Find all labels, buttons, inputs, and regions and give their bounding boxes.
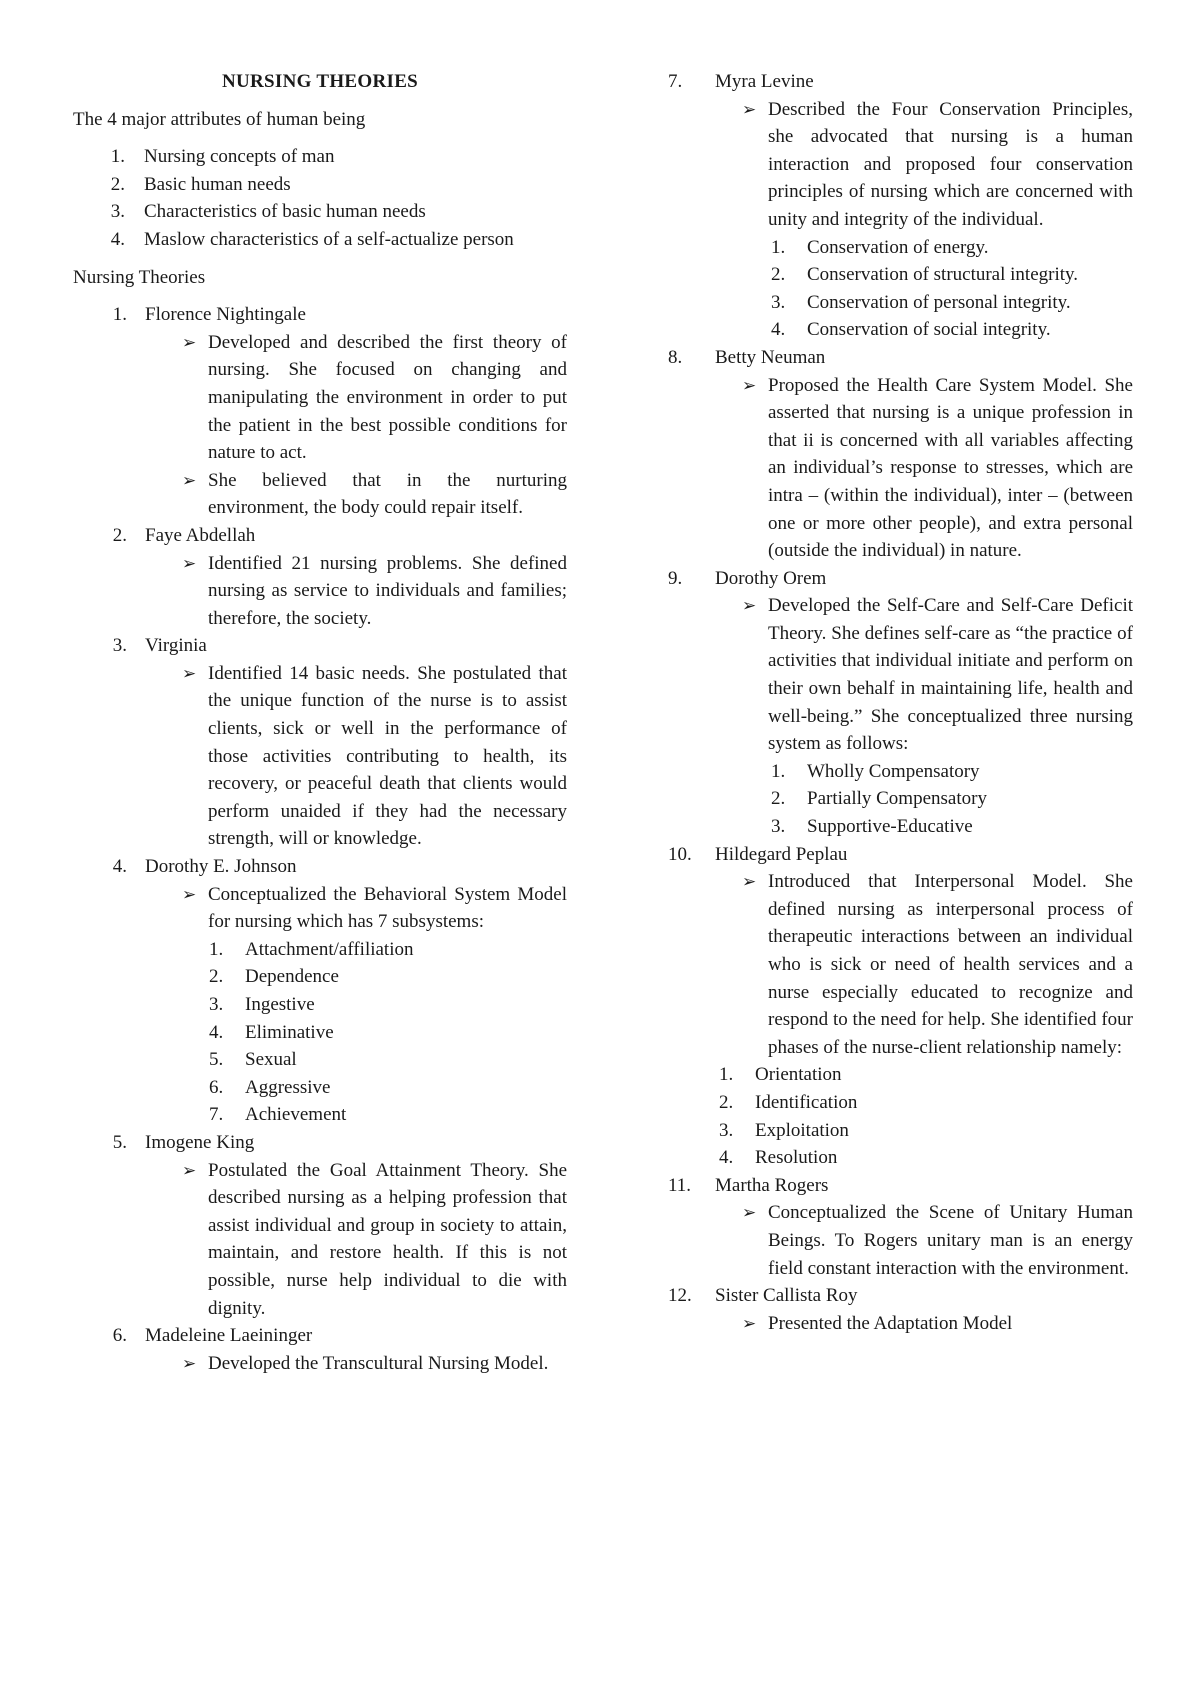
sub-item xyxy=(719,1089,1133,1117)
theorist-item xyxy=(73,632,567,853)
left-column xyxy=(73,68,567,1377)
attribute-row xyxy=(73,171,567,199)
theorist-row xyxy=(668,344,1133,372)
attributes-list xyxy=(73,143,567,253)
theorist-row xyxy=(73,1322,567,1350)
bullet-text: Conceptualized the Behavioral System Model for nursing which has 7 subsystems: xyxy=(208,883,567,933)
bullet-item xyxy=(182,660,567,853)
attribute-item xyxy=(73,171,567,199)
bullet-item xyxy=(182,550,567,633)
sub-item-number: 2. xyxy=(719,1091,734,1113)
attribute-number: 3. xyxy=(110,201,125,223)
bullet-text: Identified 14 basic needs. She postulated that the unique function of the nurse is to assist clients, sick or well in the performance of those activities contributing to health, its recovery, or peaceful death that clients would perform unaided if they had the necessary strength, will or knowledge. xyxy=(208,662,567,850)
sub-item-number: 4. xyxy=(209,1021,224,1043)
sub-item xyxy=(771,316,1133,344)
bullet-item xyxy=(742,96,1133,234)
theorist-item xyxy=(73,853,567,1129)
bullet-list xyxy=(742,1199,1133,1282)
sub-item-number: 3. xyxy=(771,291,786,313)
attribute-number: 2. xyxy=(110,173,125,195)
sub-item-number: 1. xyxy=(771,760,786,782)
theorist-name: Dorothy E. Johnson xyxy=(145,856,297,878)
theorist-number: 8. xyxy=(668,346,683,368)
theorist-name: Faye Abdellah xyxy=(145,524,256,546)
arrow-bullet-icon: ➢ xyxy=(182,470,197,490)
sub-item xyxy=(719,1144,1133,1172)
bullet-list xyxy=(742,868,1133,1061)
theorist-row xyxy=(73,632,567,660)
sub-item-text: Conservation of structural integrity. xyxy=(807,264,1079,286)
theorist-name: Betty Neuman xyxy=(715,346,826,368)
bullet-item xyxy=(742,592,1133,758)
theorist-name: Florence Nightingale xyxy=(145,304,306,326)
sub-item-text: Attachment/affiliation xyxy=(245,938,414,960)
sub-item-number: 4. xyxy=(719,1147,734,1169)
theorist-name: Myra Levine xyxy=(715,71,814,92)
bullet-text: Identified 21 nursing problems. She defined nursing as service to individuals and families; therefore, the society. xyxy=(208,552,567,629)
attribute-number: 4. xyxy=(110,228,125,250)
bullet-list xyxy=(742,1310,1133,1338)
sub-item-text: Achievement xyxy=(245,1104,347,1126)
theorist-number: 5. xyxy=(112,1131,127,1153)
theorists-list-right xyxy=(668,68,1133,1337)
bullet-list xyxy=(182,1157,567,1323)
attribute-row xyxy=(73,226,567,254)
sub-item-number: 1. xyxy=(719,1064,734,1086)
bullet-item xyxy=(742,1199,1133,1282)
sub-item-number: 1. xyxy=(209,938,224,960)
bullet-text: Developed the Self-Care and Self-Care Deficit Theory. She defines self-care as “the practice of activities that individual initiate and perform on their own behalf in maintaining life, health and well-being.” She conceptualized three nursing system as follows: xyxy=(768,595,1133,755)
bullet-item xyxy=(182,329,567,467)
theorist-item xyxy=(668,565,1133,841)
theorist-name: Imogene King xyxy=(145,1131,255,1153)
sub-item xyxy=(209,991,567,1019)
theorist-item xyxy=(668,841,1133,1172)
sub-item xyxy=(209,936,567,964)
bullet-text: Conceptualized the Scene of Unitary Human Beings. To Rogers unitary man is an energy field constant interaction with the environment. xyxy=(768,1202,1133,1279)
theorist-row xyxy=(73,853,567,881)
arrow-bullet-icon: ➢ xyxy=(742,1203,757,1223)
bullet-item xyxy=(742,372,1133,565)
arrow-bullet-icon: ➢ xyxy=(182,663,197,683)
theorist-item xyxy=(668,1172,1133,1282)
attribute-text: Characteristics of basic human needs xyxy=(144,201,426,223)
bullet-list xyxy=(182,329,567,522)
sub-item-text: Conservation of social integrity. xyxy=(807,319,1051,341)
theorist-row xyxy=(668,565,1133,593)
bullet-list xyxy=(742,592,1133,758)
theorist-row xyxy=(668,841,1133,869)
bullet-list xyxy=(182,550,567,633)
theorist-item xyxy=(668,68,1133,344)
arrow-bullet-icon: ➢ xyxy=(742,872,757,892)
bullet-item xyxy=(182,467,567,522)
sub-item xyxy=(209,1019,567,1047)
theorist-name: Madeleine Laeininger xyxy=(145,1325,313,1347)
sub-item-number: 2. xyxy=(771,264,786,286)
theorist-row xyxy=(73,301,567,329)
theorist-number: 10. xyxy=(668,843,692,865)
bullet-text: Presented the Adaptation Model xyxy=(768,1312,1013,1334)
sub-item-text: Sexual xyxy=(245,1049,297,1071)
attribute-item xyxy=(73,198,567,226)
sub-item-text: Conservation of energy. xyxy=(807,236,989,258)
theorist-row xyxy=(668,1172,1133,1200)
arrow-bullet-icon: ➢ xyxy=(182,332,197,352)
sub-item-text: Resolution xyxy=(755,1147,838,1169)
theorist-row xyxy=(668,1282,1133,1310)
sub-item-number: 3. xyxy=(719,1119,734,1141)
sub-item xyxy=(771,261,1133,289)
bullet-text: Described the Four Conservation Principles, she advocated that nursing is a human interaction and proposed four conservation principles of nursing which are concerned with unity and integrity of the individual. xyxy=(768,98,1133,230)
sub-item-text: Conservation of personal integrity. xyxy=(807,291,1071,313)
bullet-item xyxy=(182,1157,567,1323)
theorist-item xyxy=(73,1322,567,1377)
bullet-list xyxy=(742,372,1133,565)
bullet-item xyxy=(182,1350,567,1378)
theorist-number: 3. xyxy=(112,635,127,657)
sub-item-number: 5. xyxy=(209,1049,224,1071)
sub-item xyxy=(209,1046,567,1074)
sub-item-number: 3. xyxy=(771,816,786,838)
theorist-name: Virginia xyxy=(145,635,207,657)
theorist-row xyxy=(73,522,567,550)
theorist-number: 12. xyxy=(668,1285,692,1307)
theorist-item xyxy=(73,301,567,522)
attribute-item xyxy=(73,226,567,254)
theorist-number: 11. xyxy=(668,1174,692,1196)
sub-item-number: 6. xyxy=(209,1076,224,1098)
attribute-text: Nursing concepts of man xyxy=(144,146,335,168)
sub-item-number: 4. xyxy=(771,319,786,341)
theorist-name: Hildegard Peplau xyxy=(715,843,848,865)
sub-item-number: 3. xyxy=(209,994,224,1015)
document-title: NURSING THEORIES xyxy=(221,71,419,92)
sub-item-text: Eliminative xyxy=(245,1021,334,1043)
sub-item-text: Ingestive xyxy=(245,994,315,1015)
sub-item-number: 1. xyxy=(771,236,786,258)
sub-item-text: Orientation xyxy=(755,1064,842,1086)
arrow-bullet-icon: ➢ xyxy=(742,1313,757,1333)
attribute-row xyxy=(73,198,567,226)
theorist-item xyxy=(668,1282,1133,1337)
theorist-number: 1. xyxy=(112,304,127,326)
bullet-text: Developed the Transcultural Nursing Model. xyxy=(208,1352,549,1374)
sub-item-text: Identification xyxy=(755,1091,858,1113)
theorist-number: 7. xyxy=(668,71,683,92)
attribute-number: 1. xyxy=(110,146,125,168)
attribute-item xyxy=(73,143,567,171)
attribute-text: Basic human needs xyxy=(144,173,291,195)
sub-item-number: 7. xyxy=(209,1104,224,1126)
bullet-text: Proposed the Health Care System Model. She asserted that nursing is a unique profession in that ii is concerned with all variables affecting an individual’s response to stresses, which are intra – (within the individual), inter – (between one or more other people), and extra personal (outside the individual) in nature. xyxy=(768,374,1133,562)
arrow-bullet-icon: ➢ xyxy=(742,596,757,616)
theorist-name: Dorothy Orem xyxy=(715,567,827,589)
sub-item xyxy=(771,758,1133,786)
bullet-text: Developed and described the first theory of nursing. She focused on changing and manipulating the environment in order to put the patient in the best possible conditions for nature to act. xyxy=(208,331,567,464)
arrow-bullet-icon: ➢ xyxy=(182,1353,197,1373)
sub-item xyxy=(719,1061,1133,1089)
bullet-text: Introduced that Interpersonal Model. She defined nursing as interpersonal process of therapeutic interactions between an individual who is sick or need of health services and a nurse especially educated to recognize and respond to the need for help. She identified four phases of the nurse-client relationship namely: xyxy=(768,871,1133,1058)
theorist-name: Martha Rogers xyxy=(715,1174,829,1196)
sub-item-number: 2. xyxy=(209,966,224,988)
bullet-item xyxy=(742,868,1133,1061)
arrow-bullet-icon: ➢ xyxy=(182,884,197,904)
sub-item-text: Wholly Compensatory xyxy=(807,760,980,782)
sub-item-number: 2. xyxy=(771,788,786,810)
sub-item xyxy=(209,1101,567,1129)
theorist-number: 4. xyxy=(112,856,127,878)
arrow-bullet-icon: ➢ xyxy=(182,1160,197,1180)
sub-item xyxy=(771,813,1133,841)
sub-item xyxy=(209,1074,567,1102)
sub-item-text: Aggressive xyxy=(245,1076,331,1098)
attributes-heading: The 4 major attributes of human being xyxy=(73,108,366,130)
attribute-row xyxy=(73,143,567,171)
sub-list xyxy=(209,936,567,1129)
sub-item-text: Exploitation xyxy=(755,1119,849,1141)
theorist-item xyxy=(668,344,1133,565)
theorist-number: 6. xyxy=(112,1325,127,1347)
bullet-text: She believed that in the nurturing environment, the body could repair itself. xyxy=(208,469,567,519)
sub-list xyxy=(771,234,1133,344)
bullet-text: Postulated the Goal Attainment Theory. She described nursing as a helping profession that assist individual and group in society to attain, maintain, and restore health. If this is not possible, nurse help individual to die with dignity. xyxy=(208,1159,567,1319)
bullet-list xyxy=(182,1350,567,1378)
arrow-bullet-icon: ➢ xyxy=(742,99,757,119)
sub-item xyxy=(771,785,1133,813)
theorist-number: 2. xyxy=(112,524,127,546)
theorist-item xyxy=(73,522,567,632)
bullet-list xyxy=(742,96,1133,234)
arrow-bullet-icon: ➢ xyxy=(182,553,197,573)
right-column xyxy=(668,68,1133,1337)
sub-list xyxy=(771,758,1133,841)
sub-list xyxy=(719,1061,1133,1171)
sub-item xyxy=(771,234,1133,262)
bullet-list xyxy=(182,881,567,936)
theorist-number: 9. xyxy=(668,567,683,589)
sub-item xyxy=(771,289,1133,317)
sub-item-text: Partially Compensatory xyxy=(807,788,987,810)
theories-heading: Nursing Theories xyxy=(73,266,206,288)
theorist-name: Sister Callista Roy xyxy=(715,1285,858,1307)
sub-item xyxy=(209,963,567,991)
attribute-text: Maslow characteristics of a self-actualize person xyxy=(144,228,514,250)
sub-item xyxy=(719,1117,1133,1145)
theorist-item xyxy=(73,1129,567,1322)
bullet-item xyxy=(742,1310,1133,1338)
theorist-row xyxy=(73,1129,567,1157)
theorist-row xyxy=(668,68,1133,96)
sub-item-text: Dependence xyxy=(245,966,339,988)
arrow-bullet-icon: ➢ xyxy=(742,375,757,395)
theorists-list-left xyxy=(73,301,567,1377)
sub-item-text: Supportive-Educative xyxy=(807,816,973,838)
bullet-list xyxy=(182,660,567,853)
bullet-item xyxy=(182,881,567,936)
